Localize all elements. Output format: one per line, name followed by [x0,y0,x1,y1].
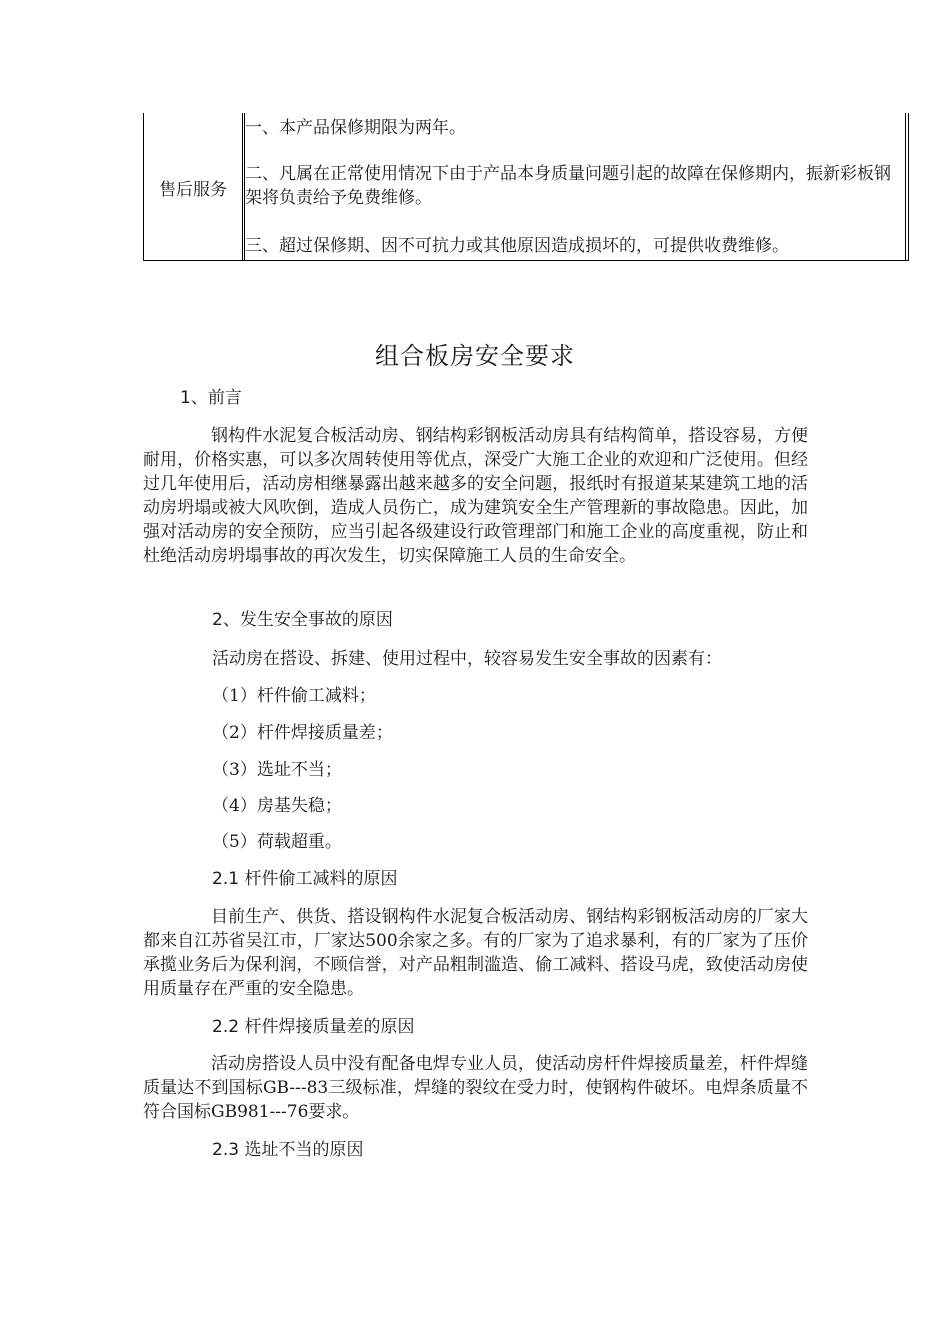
warranty-item-3: 三、超过保修期、因不可抗力或其他原因造成损坏的，可提供收费维修。 [245,236,789,256]
heading-causes: 2、发生安全事故的原因 [212,610,393,630]
table-label: 售后服务 [159,179,227,200]
paragraph-preface: 钢构件水泥复合板活动房、钢结构彩钢板活动房具有结构简单，搭设容易，方便耐用，价格实惠，可以多次周转使用等优点，深受广大施工企业的欢迎和广泛使用。但经过几年使用后，活动房相继暴露出越来越多的安全问题，报纸时有报道某某建筑工地的活动房坍塌或被大风吹倒，造成人员伤亡，成为建筑安全生产管理新的事故隐患。因此，加强对活动房的安全预防，应当引起各级建设行政管理部门和施工企业的高度重视，防止和杜绝活动房坍塌事故的再次发生，切实保障施工人员的生命安全。 [143,426,808,566]
warranty-item-2: 二、凡属在正常使用情况下由于产品本身质量问题引起的故障在保修期内，振新彩板钢架将负责给予免费维修。 [245,164,891,208]
cause-item-3: （3）选址不当； [212,760,342,780]
cause-item-2: （2）杆件焊接质量差； [212,723,393,743]
cause-item-4: （4）房基失稳； [212,796,342,816]
document-title: 组合板房安全要求 [375,342,575,370]
paragraph-2-1: 目前生产、供货、搭设钢构件水泥复合板活动房、钢结构彩钢板活动房的厂家大都来自江苏省吴江市，厂家达500余家之多。有的厂家为了追求暴利，有的厂家为了压价承揽业务后为保利润，不顾信誉，对产品粗制滥造、偷工减料、搭设马虎，致使活动房使用质量存在严重的安全隐患。 [143,907,808,999]
heading-2-3: 2.3 选址不当的原因 [212,1140,364,1160]
table-border-right [908,113,909,261]
causes-intro: 活动房在搭设、拆建、使用过程中，较容易发生安全事故的因素有： [212,649,722,669]
cause-item-5: （5）荷载超重。 [212,832,342,852]
heading-preface: 1、前言 [180,388,242,408]
paragraph-2-2: 活动房搭设人员中没有配备电焊专业人员，使活动房杆件焊接质量差，杆件焊缝质量达不到国标GB---83三级标准，焊缝的裂纹在受力时，使钢构件破坏。电焊条质量不符合国标GB981---76要求。 [143,1054,808,1122]
table-border-bottom [143,260,909,261]
warranty-item-1: 一、本产品保修期限为两年。 [245,118,466,138]
cause-item-1: （1）杆件偷工减料； [212,686,376,706]
heading-2-2: 2.2 杆件焊接质量差的原因 [212,1017,415,1037]
heading-2-1: 2.1 杆件偷工减料的原因 [212,869,398,889]
table-border-right-inner [905,113,906,261]
after-sales-table [143,113,909,261]
